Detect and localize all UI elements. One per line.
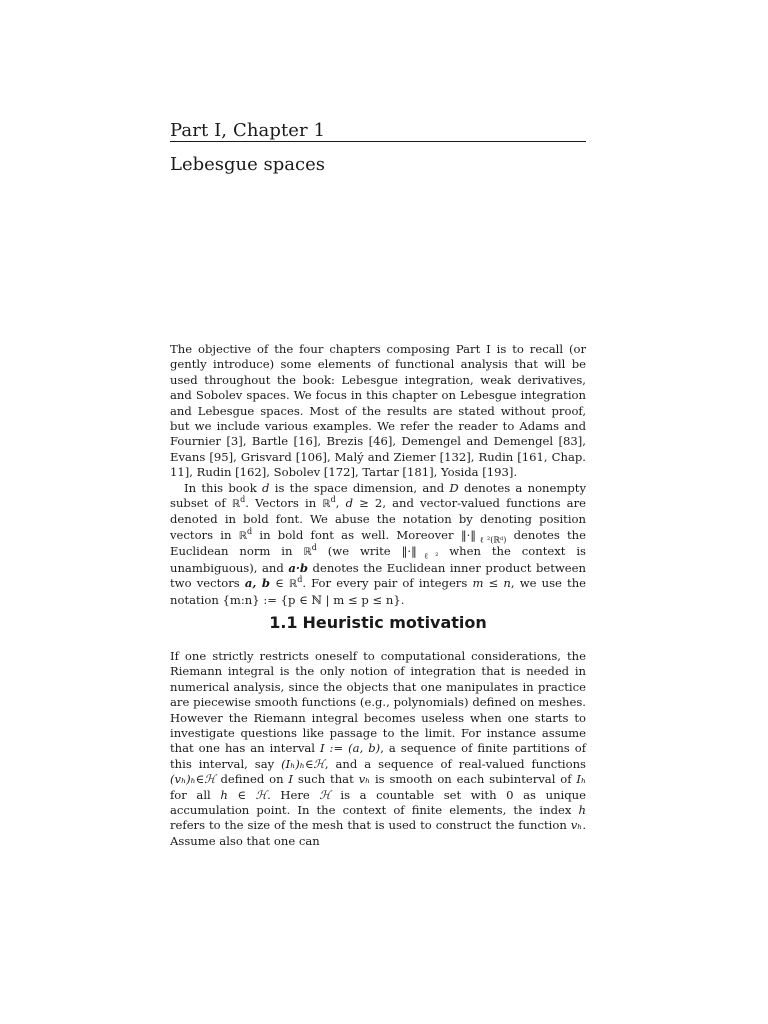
text-run: in bold font as well. Moreover xyxy=(252,527,461,542)
math-set-def: {m:n} := {p ∈ ℕ | m ≤ p ≤ n} xyxy=(222,592,401,607)
section-text xyxy=(170,649,586,849)
math-h: h xyxy=(578,803,586,818)
text-run: , a sequence of finite partitions of this interval, say xyxy=(170,741,587,771)
section-paragraph-1 xyxy=(170,649,586,849)
section-heading xyxy=(170,613,586,633)
math-H: ℋ xyxy=(319,787,331,802)
math-in: ∈ xyxy=(270,576,289,591)
math-vectors: a, b xyxy=(244,576,271,591)
text-run: denotes the Euclidean norm in xyxy=(170,527,586,559)
text-run: In this book xyxy=(184,480,263,495)
title-rule xyxy=(170,141,586,142)
text-run: If one strictly restricts oneself to computational considerations, the Riemann integral is the only notion of integration that is needed in numerical analysis, since the objects that one manipulates in practice are piecewise smooth functions (e.g., polynomials) defined on meshes. However the Riemann integral becomes useless when one starts to investigate questions like passage to the limit. For instance assume that one has an interval xyxy=(170,649,586,756)
text-run: for all xyxy=(170,787,221,802)
math-functions: (vₕ)ₕ∈ℋ xyxy=(170,772,216,787)
math-R: ℝ xyxy=(231,498,241,511)
text-run: refers to the size of the mesh that is used to construct the function xyxy=(170,818,571,833)
text-run: ≥ 2, and vector-valued functions are denoted in bold font. We abuse the notation by denoting position vectors in xyxy=(170,496,586,542)
math-norm: ‖·‖ xyxy=(401,544,417,559)
part-title: Part I, Chapter 1 xyxy=(170,120,326,141)
text-run: is a countable set with 0 as unique accumulation point. In the context of finite elements, the index xyxy=(170,787,586,818)
math-norm: ‖·‖ xyxy=(460,527,477,542)
text-run: . For every pair of integers xyxy=(302,576,473,591)
text-run: , we use the notation xyxy=(170,576,587,607)
math-sup-d: d xyxy=(297,575,303,585)
text-run: . Here xyxy=(267,787,320,802)
math-sup-d: d xyxy=(240,495,246,505)
text-run: when the context is unambiguous), and xyxy=(170,544,586,575)
text-run: , and a sequence of real-valued functions xyxy=(324,756,586,771)
math-D: D xyxy=(449,480,459,495)
math-d: d xyxy=(262,480,270,495)
math-sup-d: d xyxy=(247,527,253,537)
intro-paragraph-1: The objective of the four chapters composing Part I is to recall (or gently introduce) some elements of functional analysis that will be used throughout the book: Lebesgue integration, weak derivatives, and Sobolev spaces. We focus in this chapter on Lebesgue integration and Lebesgue spaces. Most of the results are stated without proof, but we include various examples. We refer the reader to Adams and Fournier [3], Bartle [16], Brezis [46], Demengel and Demengel [83], Evans [95], Grisvard [106], Malý and Ziemer [132], Rudin [161, Chap. 11], Rudin [162], Sobolev [172], Tartar [181], Yosida [193]. xyxy=(170,342,586,480)
text-run: . xyxy=(400,592,405,607)
math-sup-d: d xyxy=(330,495,336,505)
intro-paragraph-2 xyxy=(170,481,586,608)
math-interval: I := (a, b) xyxy=(320,741,381,756)
math-vh: vₕ xyxy=(358,772,371,787)
math-I: I xyxy=(288,772,293,787)
math-R: ℝ xyxy=(238,529,248,542)
math-norm-sub: ℓ²(ℝᵈ) xyxy=(476,535,507,545)
text-run: . Assume also that one can xyxy=(170,818,586,848)
text-run: such that xyxy=(292,772,359,787)
section-number: 1.1 xyxy=(269,613,298,632)
intro-text xyxy=(170,342,586,608)
math-norm-sub: ℓ² xyxy=(416,551,439,561)
text-run: is smooth on each subinterval of xyxy=(370,772,577,787)
chapter-title: Lebesgue spaces xyxy=(170,154,325,175)
math-h-in-H: h ∈ ℋ xyxy=(220,787,268,802)
text-run: , xyxy=(335,496,346,511)
math-vh: vₕ xyxy=(570,818,583,833)
text-run: denotes the Euclidean inner product between two vectors xyxy=(170,560,586,591)
math-inner-product: a·b xyxy=(288,560,308,575)
section-title: Heuristic motivation xyxy=(302,613,487,632)
text-run: . Vectors in xyxy=(245,496,323,511)
text-run: denotes a nonempty subset of xyxy=(170,480,586,511)
math-sup-d: d xyxy=(311,543,317,553)
text-run: is the space dimension, and xyxy=(269,480,450,495)
math-R: ℝ xyxy=(303,546,312,559)
math-Ih: Iₕ xyxy=(576,772,586,787)
text-run: defined on xyxy=(215,772,289,787)
math-m-le-n: m ≤ n xyxy=(472,576,511,591)
math-R: ℝ xyxy=(322,498,331,511)
math-partitions: (Iₕ)ₕ∈ℋ xyxy=(281,756,325,771)
math-R: ℝ xyxy=(288,578,298,591)
math-d: d xyxy=(345,496,353,511)
text-run: (we write xyxy=(316,544,402,559)
